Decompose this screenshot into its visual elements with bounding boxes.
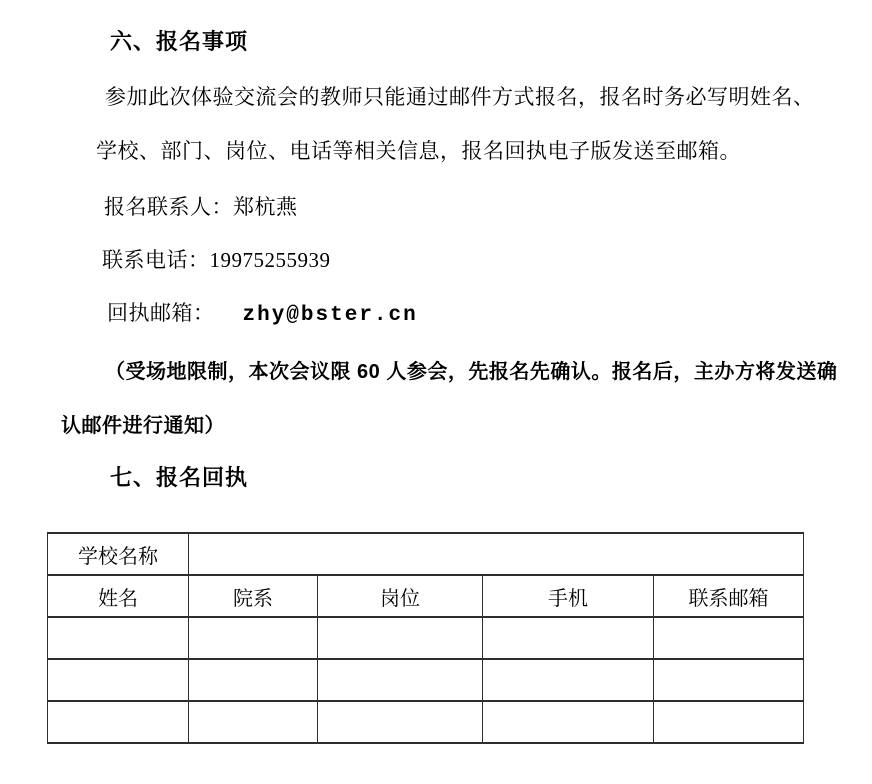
- empty-cell: [48, 659, 189, 701]
- empty-cell: [48, 617, 189, 659]
- empty-cell: [318, 659, 483, 701]
- empty-cell: [654, 659, 804, 701]
- school-name-label-cell: 学校名称: [48, 533, 189, 575]
- empty-cell: [483, 659, 654, 701]
- section-6-heading: 六、报名事项: [110, 29, 249, 54]
- registration-paragraph-line-1: 参加此次体验交流会的教师只能通过邮件方式报名，报名时务必写明姓名、: [105, 85, 815, 109]
- section-7-heading: 七、报名回执: [110, 465, 249, 490]
- contact-phone-label: 联系电话：: [102, 248, 210, 272]
- table-row-school-name: [48, 533, 804, 575]
- school-name-value-cell: [189, 533, 804, 575]
- table-row-empty: [48, 617, 804, 659]
- reply-email-address: zhy@bster.cn: [242, 304, 418, 327]
- contact-phone-line: [102, 249, 331, 272]
- empty-cell: [654, 701, 804, 743]
- contact-person-label: 报名联系人：: [104, 195, 233, 219]
- empty-cell: [483, 617, 654, 659]
- capacity-note-line-1: （受场地限制，本次会议限 60 人参会，先报名先确认。报名后，主办方将发送确: [105, 361, 838, 383]
- table-row-empty: [48, 701, 804, 743]
- capacity-note-line-2: 认邮件进行通知）: [61, 415, 225, 437]
- empty-cell: [189, 659, 318, 701]
- contact-person-name: 郑杭燕: [233, 195, 298, 219]
- column-header-position: 岗位: [318, 575, 483, 617]
- column-header-mobile: 手机: [483, 575, 654, 617]
- empty-cell: [318, 617, 483, 659]
- contact-phone-number: 19975255939: [209, 248, 331, 272]
- registration-paragraph-line-2: 学校、部门、岗位、电话等相关信息，报名回执电子版发送至邮箱。: [96, 139, 741, 163]
- empty-cell: [189, 617, 318, 659]
- empty-cell: [189, 701, 318, 743]
- empty-cell: [654, 617, 804, 659]
- empty-cell: [483, 701, 654, 743]
- table-row-empty: [48, 659, 804, 701]
- contact-person-line: [104, 196, 298, 219]
- reply-email-label: 回执邮箱：: [107, 301, 215, 325]
- column-header-department: 院系: [189, 575, 318, 617]
- empty-cell: [48, 701, 189, 743]
- registration-receipt-table: [47, 532, 804, 744]
- empty-cell: [318, 701, 483, 743]
- table-header-row: [48, 575, 804, 617]
- column-header-name: 姓名: [48, 575, 189, 617]
- column-header-email: 联系邮箱: [654, 575, 804, 617]
- reply-email-line: [107, 302, 418, 327]
